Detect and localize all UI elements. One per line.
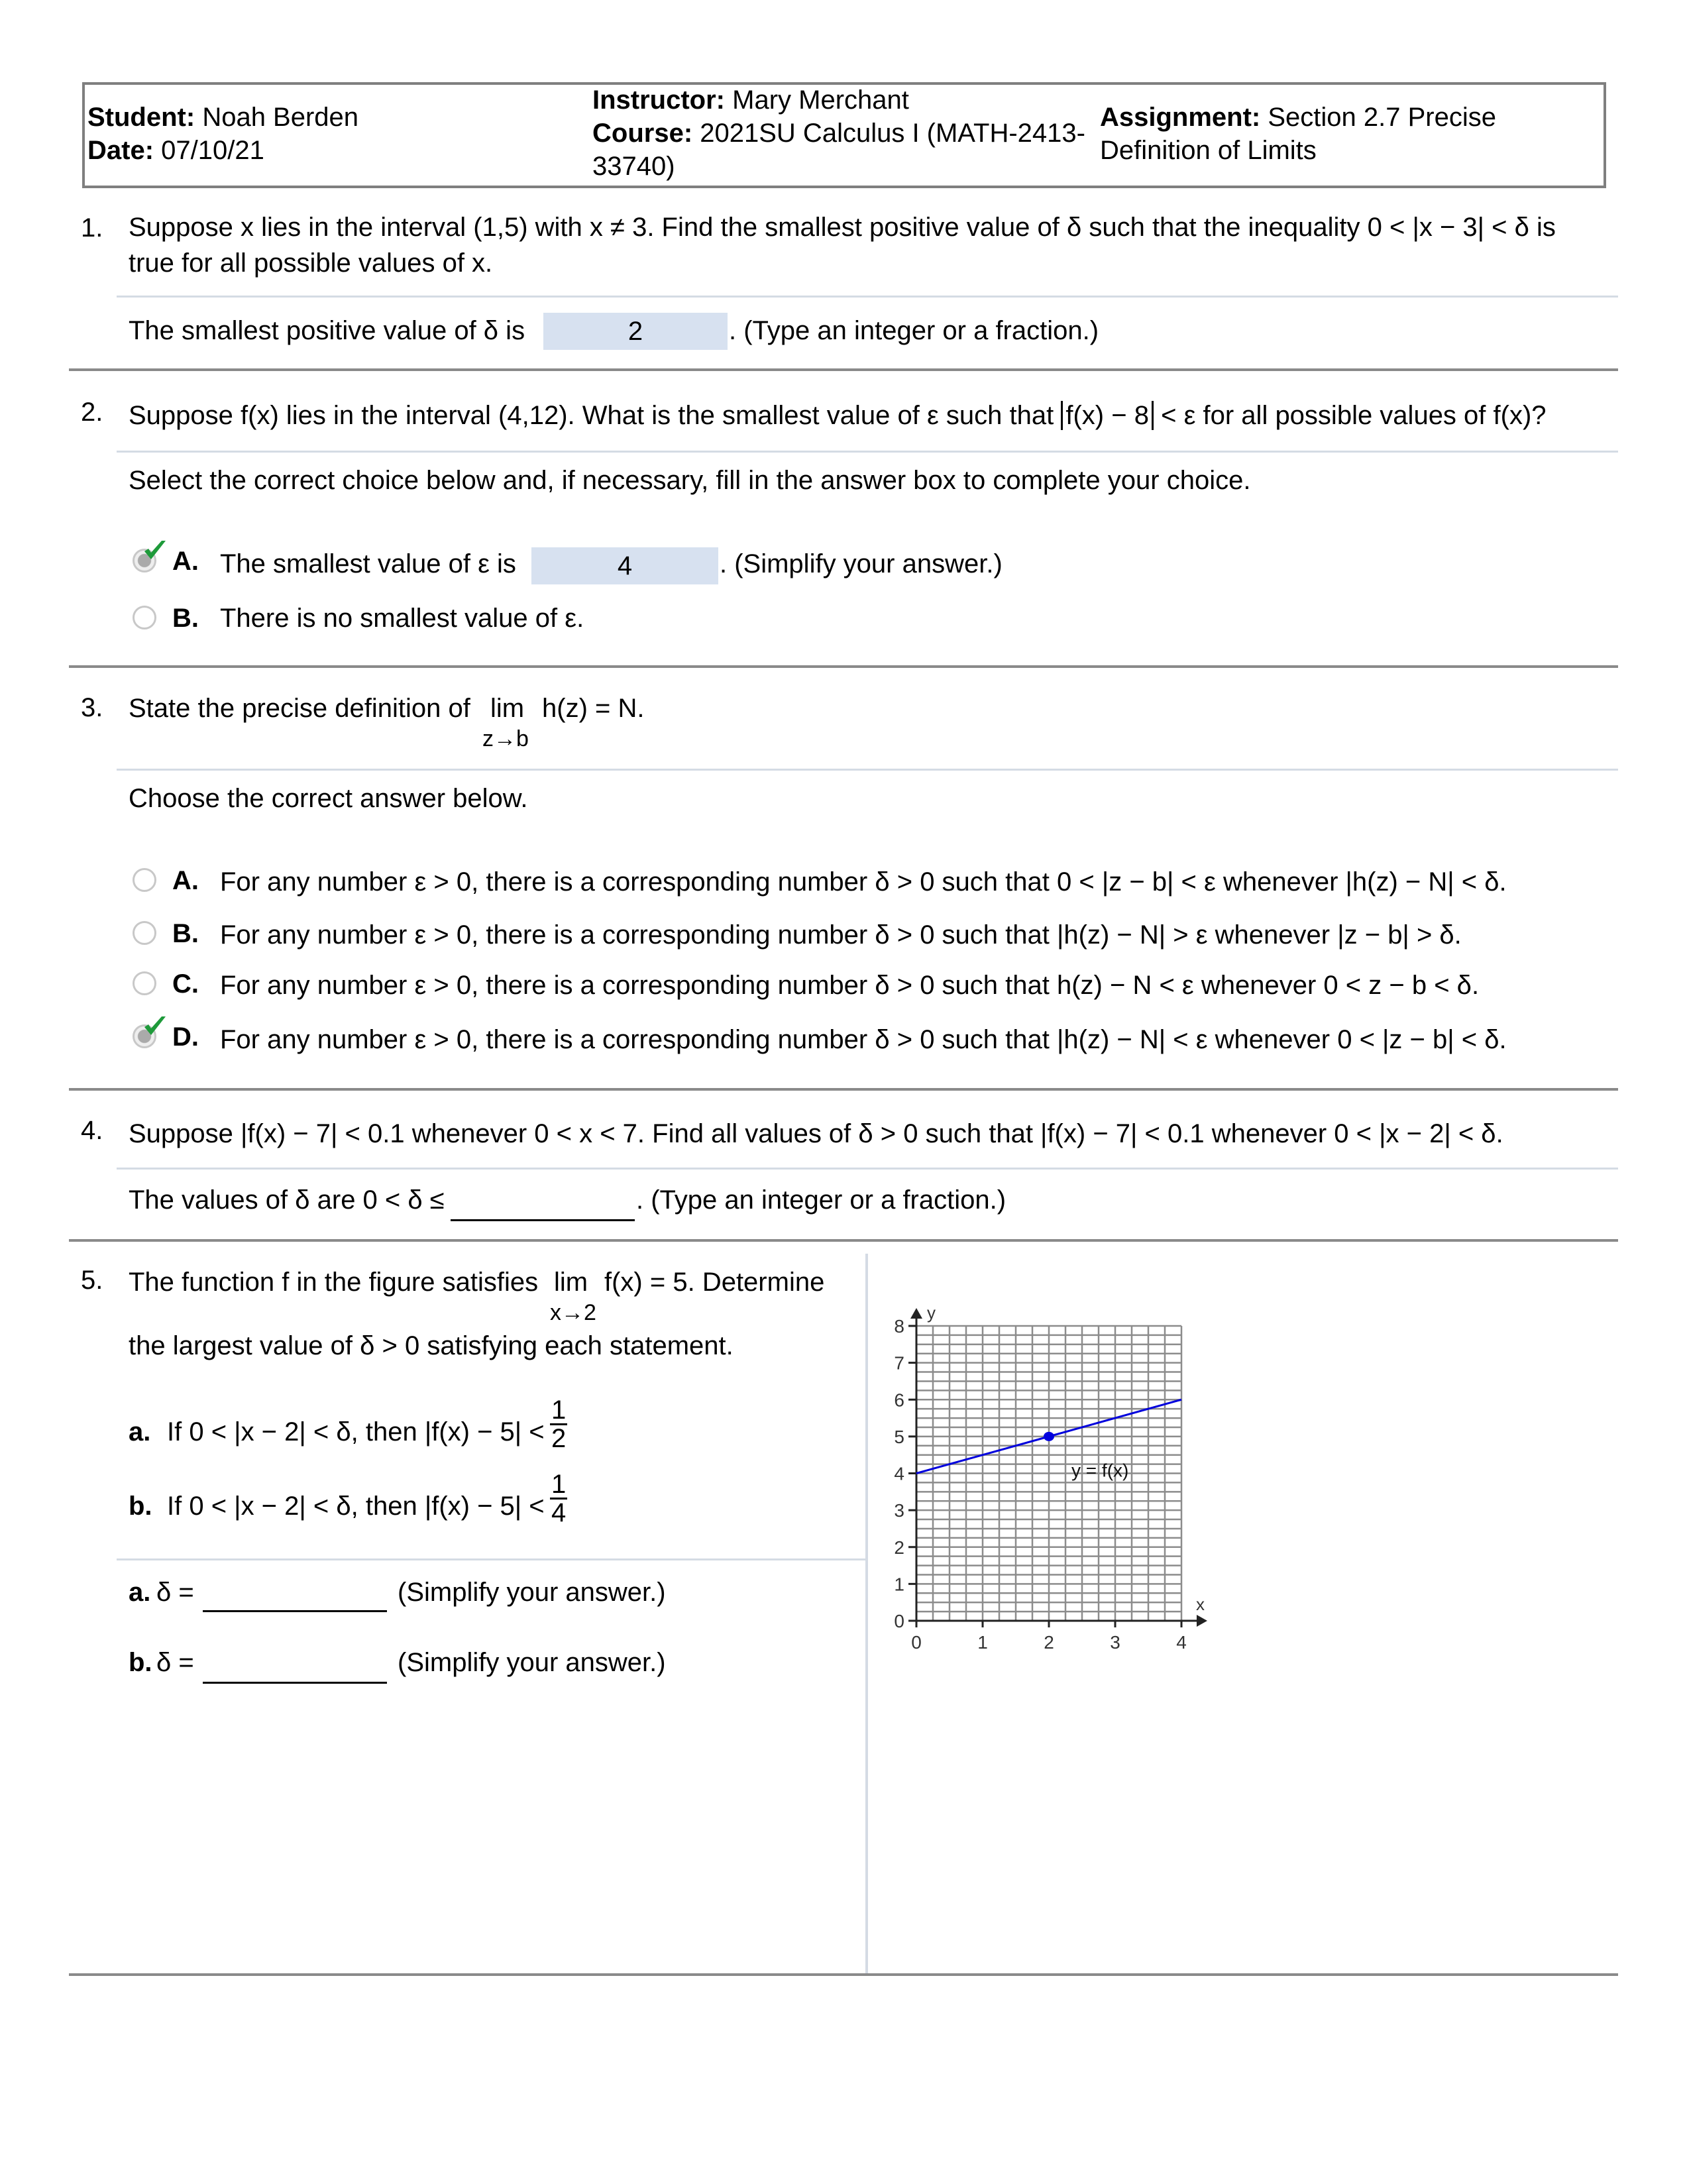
student-label: Student: bbox=[87, 103, 195, 132]
choice-text: The smallest value of ε is bbox=[220, 549, 516, 578]
choice-label: D. bbox=[172, 1022, 199, 1052]
limit-subscript: z→b bbox=[482, 726, 529, 751]
question-divider bbox=[69, 1239, 1618, 1242]
divider bbox=[117, 451, 1618, 453]
radio-unselected[interactable] bbox=[133, 921, 156, 945]
part-text: If 0 < |x − 2| < δ, then |f(x) − 5| < bbox=[167, 1417, 545, 1447]
question-text: Suppose |f(x) − 7| < 0.1 whenever 0 < x < 7. Find all values of δ > 0 such that |f(x) − 7| < 0.1 whenever 0 < |x − 2| < δ. bbox=[129, 1119, 1503, 1148]
svg-text:y: y bbox=[927, 1303, 936, 1323]
assignment-label: Assignment: bbox=[1100, 103, 1261, 132]
svg-text:6: 6 bbox=[894, 1390, 904, 1411]
abs-expression: f(x) − 8 bbox=[1061, 401, 1154, 430]
answer-variable: δ = bbox=[156, 1648, 194, 1677]
question-text-cont: true for all possible values of x. bbox=[129, 248, 493, 278]
instruction-text: Choose the correct answer below. bbox=[129, 784, 528, 813]
choice-text: There is no smallest value of ε. bbox=[220, 604, 584, 633]
numerator: 1 bbox=[551, 1470, 567, 1499]
function-graph bbox=[861, 1299, 1219, 1922]
answer-input[interactable] bbox=[203, 1584, 387, 1612]
prompt-part: Suppose f(x) lies in the interval (4,12). What is the smallest value of ε such that bbox=[129, 401, 1054, 430]
svg-text:2: 2 bbox=[894, 1537, 904, 1558]
svg-text:2: 2 bbox=[1044, 1632, 1054, 1653]
question-text: The function f in the figure satisfies bbox=[129, 1268, 539, 1297]
assignment-name: Section 2.7 Precise bbox=[1268, 103, 1497, 132]
svg-text:1: 1 bbox=[977, 1632, 988, 1653]
assignment-name-cont: Definition of Limits bbox=[1100, 136, 1317, 165]
answer-box[interactable]: 4 bbox=[531, 547, 718, 584]
date-value: 07/10/21 bbox=[161, 136, 264, 165]
question-number: 1. bbox=[81, 213, 103, 243]
divider bbox=[117, 769, 1618, 771]
svg-text:0: 0 bbox=[911, 1632, 922, 1653]
divider bbox=[117, 1168, 1618, 1170]
checkmark-icon bbox=[142, 1014, 168, 1040]
choice-label: B. bbox=[172, 919, 199, 948]
answer-hint: . (Type an integer or a fraction.) bbox=[636, 1185, 1007, 1215]
svg-text:5: 5 bbox=[894, 1426, 904, 1447]
svg-text:y = f(x): y = f(x) bbox=[1071, 1460, 1129, 1481]
denominator: 4 bbox=[551, 1498, 567, 1527]
denominator: 2 bbox=[551, 1424, 567, 1453]
answer-label: a. bbox=[129, 1578, 151, 1607]
question-number: 4. bbox=[81, 1116, 103, 1145]
student-info bbox=[87, 101, 358, 167]
instruction-text: Select the correct choice below and, if necessary, fill in the answer box to complete your choice. bbox=[129, 466, 1251, 495]
svg-text:x: x bbox=[1196, 1594, 1205, 1614]
answer-prompt: The smallest positive value of δ is bbox=[129, 316, 525, 345]
radio-unselected[interactable] bbox=[133, 606, 156, 629]
limit-subscript: x→2 bbox=[550, 1300, 596, 1325]
prompt-part: < ε for all possible values of f(x)? bbox=[1161, 401, 1547, 430]
question-number: 5. bbox=[81, 1266, 103, 1295]
fraction bbox=[550, 1397, 567, 1452]
answer-variable: δ = bbox=[156, 1578, 194, 1607]
numerator: 1 bbox=[551, 1395, 567, 1425]
limit-expression: h(z) = N. bbox=[542, 694, 645, 723]
svg-text:3: 3 bbox=[894, 1500, 904, 1521]
radio-unselected[interactable] bbox=[133, 971, 156, 995]
svg-text:4: 4 bbox=[894, 1463, 904, 1484]
question-divider bbox=[69, 368, 1618, 371]
answer-hint: (Simplify your answer.) bbox=[398, 1648, 666, 1677]
question-number: 2. bbox=[81, 398, 103, 427]
svg-text:0: 0 bbox=[894, 1611, 904, 1631]
question-text: Suppose x lies in the interval (1,5) with x ≠ 3. Find the smallest positive value of δ such that the inequality 0 < |x − 3| < δ is bbox=[129, 213, 1556, 242]
instructor-label: Instructor: bbox=[592, 85, 725, 115]
part-text: If 0 < |x − 2| < δ, then |f(x) − 5| < bbox=[167, 1492, 545, 1521]
divider bbox=[117, 1558, 865, 1560]
choice-text: For any number ε > 0, there is a corresponding number δ > 0 such that |h(z) − N| > ε whenever |z − b| > δ. bbox=[220, 920, 1462, 950]
date-label: Date: bbox=[87, 136, 154, 165]
course-info bbox=[592, 83, 1116, 183]
choice-text: For any number ε > 0, there is a corresponding number δ > 0 such that h(z) − N < ε whenever 0 < z − b < δ. bbox=[220, 971, 1480, 1000]
choice-label: C. bbox=[172, 969, 199, 999]
divider bbox=[117, 296, 1618, 298]
radio-unselected[interactable] bbox=[133, 868, 156, 892]
question-divider bbox=[69, 665, 1618, 668]
answer-prompt: The values of δ are 0 < δ ≤ bbox=[129, 1185, 445, 1215]
answer-hint: . (Type an integer or a fraction.) bbox=[729, 316, 1099, 345]
question-text-cont: the largest value of δ > 0 satisfying each statement. bbox=[129, 1331, 734, 1360]
svg-text:8: 8 bbox=[894, 1316, 904, 1337]
fraction bbox=[550, 1471, 567, 1526]
choice-label: A. bbox=[172, 547, 199, 576]
answer-label: b. bbox=[129, 1648, 152, 1677]
question-number: 3. bbox=[81, 693, 103, 722]
course-section: 33740) bbox=[592, 152, 675, 181]
part-label: a. bbox=[129, 1417, 151, 1447]
limit-operator: lim bbox=[490, 694, 525, 723]
choice-text: For any number ε > 0, there is a corresponding number δ > 0 such that 0 < |z − b| < ε whenever |h(z) − N| < δ. bbox=[220, 867, 1507, 897]
answer-hint: (Simplify your answer.) bbox=[398, 1578, 666, 1607]
assignment-info bbox=[1100, 101, 1577, 167]
choice-label: B. bbox=[172, 604, 199, 633]
instructor-name: Mary Merchant bbox=[732, 85, 909, 115]
course-label: Course: bbox=[592, 119, 693, 148]
question-text-cont: f(x) = 5. Determine bbox=[604, 1268, 825, 1297]
svg-text:4: 4 bbox=[1176, 1632, 1187, 1653]
question-divider bbox=[69, 1088, 1618, 1091]
svg-text:7: 7 bbox=[894, 1352, 904, 1374]
answer-box[interactable]: 2 bbox=[543, 313, 728, 350]
question-text bbox=[129, 399, 1547, 432]
answer-hint: . (Simplify your answer.) bbox=[720, 549, 1003, 578]
part-label: b. bbox=[129, 1492, 152, 1521]
answer-input[interactable] bbox=[451, 1193, 635, 1221]
limit-operator: lim bbox=[554, 1268, 588, 1297]
question-divider bbox=[69, 1973, 1618, 1976]
checkmark-icon bbox=[142, 538, 168, 565]
graph-axes bbox=[908, 1308, 1207, 1627]
question-text: State the precise definition of bbox=[129, 694, 470, 723]
svg-text:1: 1 bbox=[894, 1574, 904, 1595]
answer-input[interactable] bbox=[203, 1655, 387, 1684]
assignment-header bbox=[82, 82, 1606, 188]
choice-label: A. bbox=[172, 866, 199, 895]
choice-text: For any number ε > 0, there is a corresponding number δ > 0 such that |h(z) − N| < ε whenever 0 < |z − b| < δ. bbox=[220, 1025, 1507, 1054]
course-name: 2021SU Calculus I (MATH-2413- bbox=[700, 119, 1085, 148]
graph-grid bbox=[916, 1326, 1181, 1621]
svg-text:3: 3 bbox=[1110, 1632, 1120, 1653]
student-name: Noah Berden bbox=[202, 103, 359, 132]
